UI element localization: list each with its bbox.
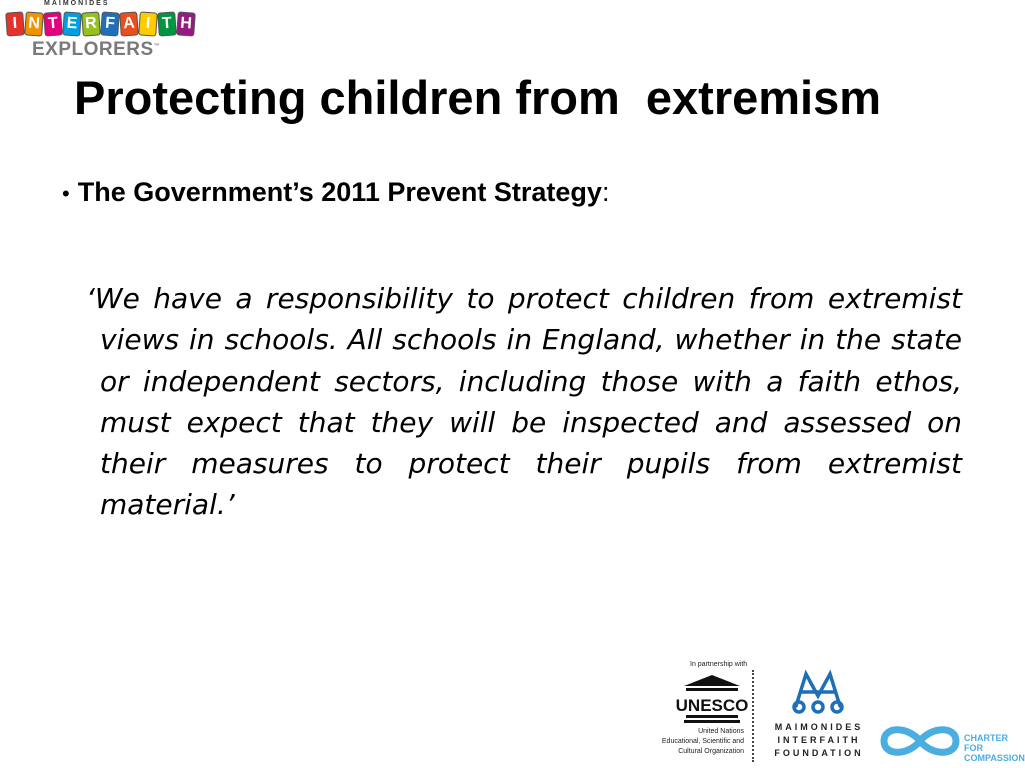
logo-letter-tile: I — [138, 11, 158, 36]
logo-letter-tile: E — [62, 11, 82, 36]
logo-letter-tile: A — [119, 11, 139, 36]
logo-letter-tile: T — [43, 11, 63, 36]
mif-line: MAIMONIDES — [774, 722, 864, 732]
logo-letter-tile: H — [176, 11, 196, 36]
footer-divider — [752, 670, 754, 762]
interfaith-explorers-logo — [4, 0, 193, 64]
logo-maimonides-text: MAIMONIDES — [44, 0, 110, 7]
compass-line: CHARTER FOR — [964, 733, 1008, 753]
bullet-colon: : — [601, 177, 610, 207]
unesco-wordmark: UNESCO — [675, 696, 749, 715]
unesco-caption-line: Educational, Scientific and — [661, 738, 744, 745]
maimonides-foundation-name — [769, 721, 869, 760]
bullet-marker: • — [62, 181, 70, 206]
mif-line: FOUNDATION — [774, 748, 864, 758]
charter-for-compassion-infinity-icon — [878, 724, 962, 758]
logo-letter-tile: I — [5, 11, 25, 36]
partnership-label: In partnership with — [690, 661, 748, 668]
bullet-heading: The Government’s 2011 Prevent Strategy — [77, 177, 602, 207]
charter-for-compassion-text — [964, 733, 1025, 763]
logo-letter-tile: R — [81, 11, 101, 36]
logo-letter-tile: T — [157, 11, 177, 36]
logo-letter-tile: F — [100, 11, 120, 36]
maimonides-foundation-logo-icon — [788, 666, 848, 716]
mif-line: INTERFAITH — [777, 735, 861, 745]
unesco-caption — [640, 727, 744, 757]
compass-line: COMPASSION — [964, 753, 1025, 763]
logo-tiles — [6, 12, 196, 36]
bullet-prevent-strategy — [62, 174, 609, 212]
slide-title: Protecting children from extremism — [74, 71, 882, 124]
unesco-caption-line: United Nations — [698, 728, 744, 735]
logo-explorers-text: EXPLORERS™ — [32, 39, 161, 60]
logo-letter-tile: N — [24, 11, 44, 36]
unesco-temple-icon — [675, 673, 749, 725]
unesco-caption-line: Cultural Organization — [678, 748, 744, 755]
prevent-strategy-quote: ‘We have a responsibility to protect children from extremist views in schools. All schools in England, whether in the state or independent sectors, including those with a faith ethos, must expect that they will be inspected and assessed on their measures to protect their pupils from extremist material.’ — [86, 282, 962, 522]
